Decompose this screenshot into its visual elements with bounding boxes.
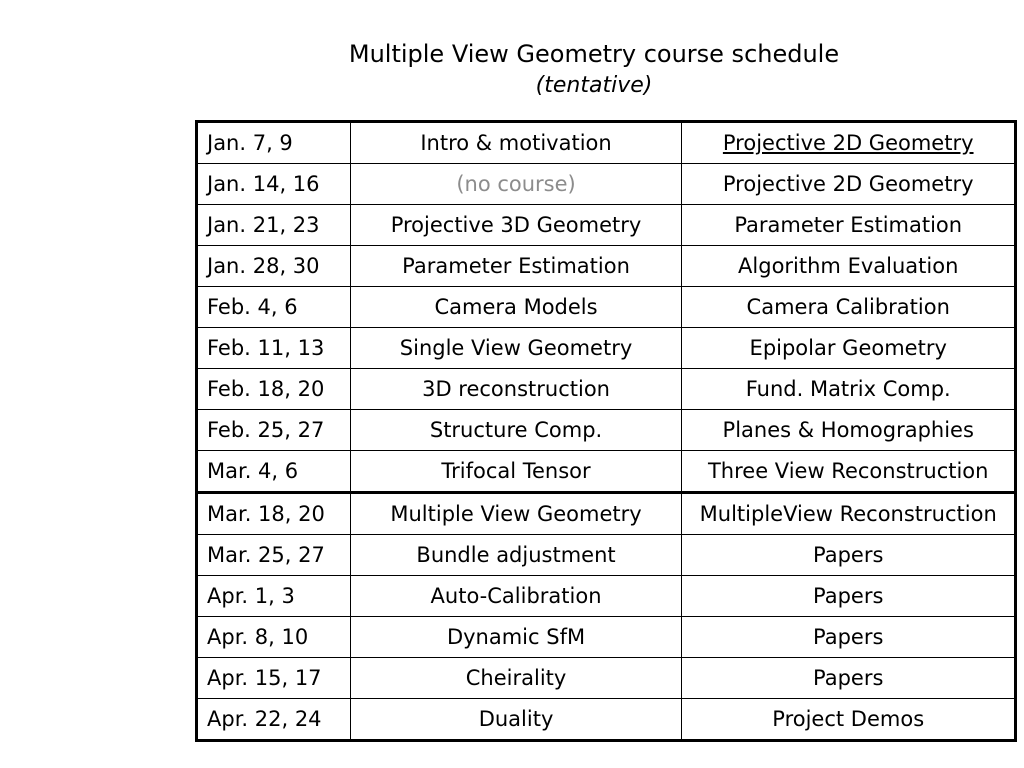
date-cell: Jan. 7, 9 [197,122,351,164]
topic2-cell [682,122,1016,164]
topic2-cell: Parameter Estimation [682,205,1016,246]
table-row [197,699,1016,741]
date-cell: Jan. 28, 30 [197,246,351,287]
topic2-cell: Algorithm Evaluation [682,246,1016,287]
topic2-cell: Project Demos [682,699,1016,741]
topic1-cell: Multiple View Geometry [350,493,682,535]
table-row [197,410,1016,451]
topic1-cell: 3D reconstruction [350,369,682,410]
topic1-cell: Camera Models [350,287,682,328]
table-row [197,205,1016,246]
date-cell: Apr. 22, 24 [197,699,351,741]
topic1-cell: Cheirality [350,658,682,699]
topic2-cell: Planes & Homographies [682,410,1016,451]
date-cell: Apr. 8, 10 [197,617,351,658]
topic1-cell: Projective 3D Geometry [350,205,682,246]
topic2-cell: Papers [682,535,1016,576]
table-row [197,451,1016,493]
topic1-cell: Structure Comp. [350,410,682,451]
table-row [197,576,1016,617]
table-row [197,287,1016,328]
page-subtitle: (tentative) [535,73,653,98]
topic1-cell: Auto-Calibration [350,576,682,617]
topic1-cell: Intro & motivation [350,122,682,164]
table-row [197,493,1016,535]
topic2-cell: MultipleView Reconstruction [682,493,1016,535]
topic1-cell: Duality [350,699,682,741]
topic1-cell: Trifocal Tensor [350,451,682,493]
table-row [197,535,1016,576]
topic1-cell: (no course) [350,164,682,205]
topic2-cell: Three View Reconstruction [682,451,1016,493]
table-row [197,369,1016,410]
date-cell: Jan. 14, 16 [197,164,351,205]
date-cell: Jan. 21, 23 [197,205,351,246]
table-row [197,122,1016,164]
table-row [197,246,1016,287]
date-cell: Feb. 18, 20 [197,369,351,410]
topic2-cell: Camera Calibration [682,287,1016,328]
date-cell: Mar. 4, 6 [197,451,351,493]
topic2-cell: Papers [682,576,1016,617]
topic1-cell: Parameter Estimation [350,246,682,287]
topic1-cell: Dynamic SfM [350,617,682,658]
schedule-table [195,120,1017,742]
topic1-cell: Single View Geometry [350,328,682,369]
topic-link[interactable]: Projective 2D Geometry [722,131,974,155]
schedule-table-body [197,122,1016,741]
date-cell: Feb. 11, 13 [197,328,351,369]
table-row [197,617,1016,658]
topic2-cell: Papers [682,617,1016,658]
topic2-cell: Epipolar Geometry [682,328,1016,369]
topic2-cell: Projective 2D Geometry [682,164,1016,205]
topic2-cell: Fund. Matrix Comp. [682,369,1016,410]
table-row [197,658,1016,699]
date-cell: Feb. 25, 27 [197,410,351,451]
table-row [197,164,1016,205]
date-cell: Apr. 1, 3 [197,576,351,617]
topic2-cell: Papers [682,658,1016,699]
table-row [197,328,1016,369]
date-cell: Mar. 18, 20 [197,493,351,535]
page-title: Multiple View Geometry course schedule [348,40,840,68]
date-cell: Feb. 4, 6 [197,287,351,328]
date-cell: Apr. 15, 17 [197,658,351,699]
topic1-cell: Bundle adjustment [350,535,682,576]
date-cell: Mar. 25, 27 [197,535,351,576]
